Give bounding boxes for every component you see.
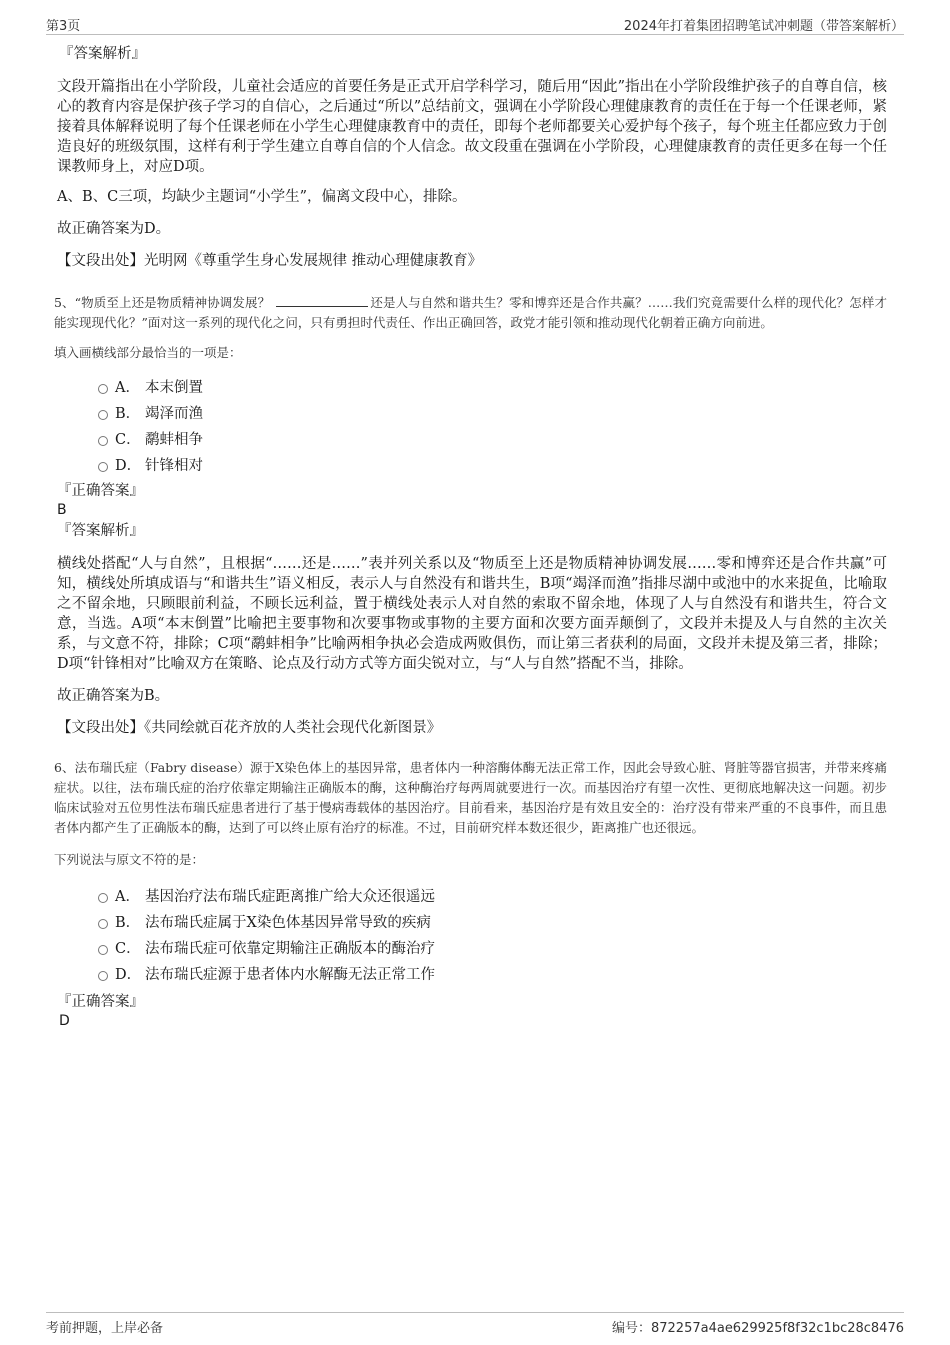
- q5-prompt: 填入画横线部分最恰当的一项是：: [54, 345, 242, 360]
- option-text: 鹬蚌相争: [145, 432, 203, 448]
- option-text: 针锋相对: [145, 458, 203, 474]
- q5-options: [57, 375, 887, 479]
- q5-option-a[interactable]: [57, 375, 887, 401]
- q5-option-d[interactable]: [57, 453, 887, 479]
- document-code: [612, 1317, 904, 1336]
- option-letter: C．: [115, 432, 141, 448]
- page-footer: [46, 1312, 904, 1335]
- q6-option-d[interactable]: [57, 962, 887, 988]
- option-letter: C．: [115, 941, 141, 957]
- document-title: 2024年打着集团招聘笔试冲刺题（带答案解析）: [623, 19, 904, 34]
- radio-icon[interactable]: [98, 945, 108, 955]
- q5-option-b[interactable]: [57, 401, 887, 427]
- q4-exclude: A、B、C三项，均缺少主题词“小学生”，偏离文段中心，排除。: [57, 189, 467, 205]
- q5-source: 【文段出处】《共同绘就百花齐放的人类社会现代化新图景》: [57, 720, 442, 736]
- radio-icon[interactable]: [98, 971, 108, 981]
- q5-stem-before: 5、“物质至上还是物质精神协调发展？: [54, 295, 275, 310]
- option-letter: A．: [115, 889, 140, 905]
- option-letter: B．: [115, 915, 141, 931]
- q6-options: [57, 884, 887, 988]
- q5-stem: [54, 293, 887, 333]
- q5-option-c[interactable]: [57, 427, 887, 453]
- q4-analysis-label: 『答案解析』: [59, 46, 146, 62]
- code-value: 872257a4ae629925f8f32c1bc28c8476: [650, 1321, 904, 1336]
- page-number: 第3页: [46, 19, 81, 34]
- option-letter: D．: [115, 967, 142, 983]
- page-header: [46, 14, 904, 35]
- q6-option-a[interactable]: [57, 884, 887, 910]
- option-text: 本末倒置: [145, 380, 203, 396]
- option-text: 法布瑞氏症可依靠定期输注正确版本的酶治疗: [145, 941, 435, 957]
- code-label: 编号：: [611, 1321, 651, 1336]
- q4-conclusion: 故正确答案为D。: [57, 221, 171, 237]
- option-letter: A．: [115, 380, 140, 396]
- q6-option-b[interactable]: [57, 910, 887, 936]
- q5-analysis-label: 『答案解析』: [57, 523, 144, 539]
- q4-source: 【文段出处】光明网《尊重学生身心发展规律 推动心理健康教育》: [57, 253, 483, 269]
- q6-prompt: 下列说法与原文不符的是：: [54, 852, 205, 867]
- q5-analysis: 横线处搭配“人与自然”，且根据“……还是……”表并列关系以及“物质至上还是物质精神协调发展……零和博弈还是合作共赢”可知，横线处所填成语与“和谐共生”语义相反，表示人与自然没有和谐共生，B项“竭泽而渔”指排尽湖中或池中的水来捉鱼，比喻取之不留余地，只顾眼前利益，不顾长远利益，置于横线处表示人对自然的索取不留余地，体现了人与自然没有和谐共生，符合文意，当选。A项“本末倒置”比喻把主要事物和次要事物或事物的主要方面和次要方面弄颠倒了，文段并未提及人与自然的主次关系，与文意不符，排除；C项“鹬蚌相争”比喻两相争执必会造成两败俱伤，而让第三者获利的局面，文段并未提及第三者，排除；D项“针锋相对”比喻双方在策略、论点及行动方式等方面尖锐对立，与“人与自然”搭配不当，排除。: [57, 556, 887, 672]
- option-text: 法布瑞氏症属于X染色体基因异常导致的疾病: [145, 915, 431, 931]
- q6-stem: 6、法布瑞氏症（Fabry disease）源于X染色体上的基因异常，患者体内一种溶酶体酶无法正常工作，因此会导致心脏、肾脏等器官损害，并带来疼痛症状。以往，法布瑞氏症的治疗依靠定期输注正确版本的酶，这种酶治疗每两周就要进行一次。而基因治疗有望一次性、更彻底地解决这一问题。初步临床试验对五位男性法布瑞氏症患者进行了基于慢病毒载体的基因治疗。目前看来，基因治疗是有效且安全的：治疗没有带来严重的不良事件，而且患者体内都产生了正确版本的酶，达到了可以终止原有治疗的标准。不过，目前研究样本数还很少，距离推广也还很远。: [54, 760, 887, 835]
- q5-blank: [276, 294, 368, 307]
- option-text: 法布瑞氏症源于患者体内水解酶无法正常工作: [145, 967, 435, 983]
- q5-answer: B: [57, 502, 67, 518]
- q5-stem-after: 还是人与自然和谐共生？零和博弈还是合作共赢？……我们究竟需要什么样的现代化？怎样才能实现现代化？”面对这一系列的现代化之问，只有勇担时代责任、作出正确回答，政党才能引领和推动现代化朝着正确方向前进。: [54, 295, 887, 330]
- radio-icon[interactable]: [98, 893, 108, 903]
- option-text: 竭泽而渔: [145, 406, 203, 422]
- radio-icon[interactable]: [98, 462, 108, 472]
- radio-icon[interactable]: [98, 410, 108, 420]
- page-content: [54, 44, 887, 1030]
- radio-icon[interactable]: [98, 919, 108, 929]
- footer-slogan: 考前押题，上岸必备: [46, 1321, 164, 1336]
- radio-icon[interactable]: [98, 384, 108, 394]
- q4-analysis: 文段开篇指出在小学阶段，儿童社会适应的首要任务是正式开启学科学习，随后用“因此”指出在小学阶段维护孩子的自尊自信，核心的教育内容是保护孩子学习的自信心，之后通过“所以”总结前文，强调在小学阶段心理健康教育的责任在于每一个任课老师，紧接着具体解释说明了每个任课老师在小学生心理健康教育中的责任，即每个老师都要关心爱护每个孩子，每个班主任都应致力于创造良好的班级氛围，这样有利于学生建立自尊自信的个人信念。故文段重在强调在小学阶段，心理健康教育的责任更多在每一个任课教师身上，对应D项。: [57, 79, 887, 175]
- q5-conclusion: 故正确答案为B。: [57, 688, 170, 704]
- option-letter: B．: [115, 406, 141, 422]
- radio-icon[interactable]: [98, 436, 108, 446]
- q6-answer: D: [59, 1013, 70, 1029]
- q6-answer-label: 『正确答案』: [57, 994, 144, 1010]
- option-letter: D．: [115, 458, 142, 474]
- option-text: 基因治疗法布瑞氏症距离推广给大众还很遥远: [145, 889, 435, 905]
- q6-option-c[interactable]: [57, 936, 887, 962]
- q5-answer-label: 『正确答案』: [57, 483, 144, 499]
